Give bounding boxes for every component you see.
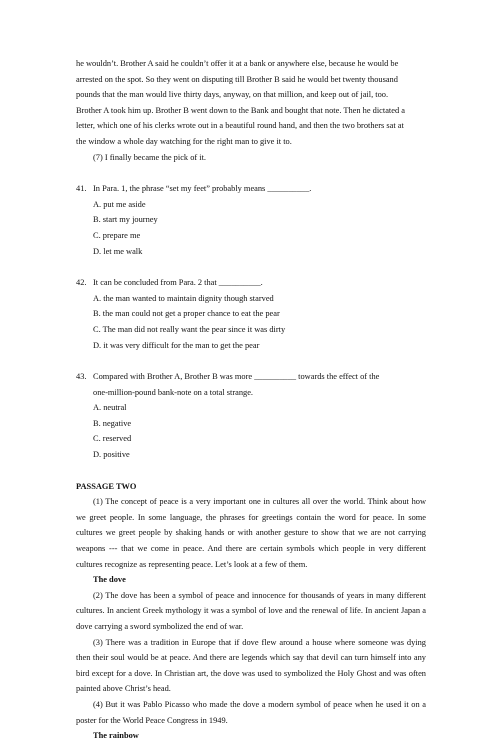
question-stem: Compared with Brother A, Brother B was more __________ towards the effect of the (93, 372, 380, 382)
paragraph-7: (7) I finally became the pick of it. (93, 152, 207, 162)
option-b: B. the man could not get a proper chance to eat the pear (93, 309, 280, 319)
option-c: C. reserved (93, 434, 132, 444)
option-b: B. negative (93, 418, 132, 428)
opening-line: pounds that the man would live thirty days, anyway, on that million, and keep out of jail, too. (76, 90, 389, 100)
question-42 (76, 275, 426, 353)
opening-paragraph (76, 56, 426, 150)
question-stem: In Para. 1, the phrase “set my feet” probably means __________. (93, 184, 312, 194)
opening-line: he wouldn’t. Brother A said he couldn’t offer it at a bank or anywhere else, because he would be (76, 59, 399, 68)
question-stem: It can be concluded from Para. 2 that __________. (93, 278, 263, 288)
option-a: A. neutral (93, 403, 127, 413)
passage-heading: PASSAGE TWO (76, 481, 137, 491)
question-43 (76, 369, 426, 463)
paragraph-3: (3) There was a tradition in Europe that if dove flew around a house where someone was dying then their soul would be at peace. And there are legends which say that devil can turn himself into any bird except for a dove. In Christian art, the dove was used to symbolized the Holy Ghost and was often painted above Christ’s head. (76, 637, 426, 694)
opening-line: Brother A took him up. Brother B went down to the Bank and bought that note. Then he dictated a (76, 105, 405, 115)
document-page (76, 56, 426, 744)
option-a: A. put me aside (93, 199, 146, 209)
question-stem-continued: one-million-pound bank-note on a total strange. (93, 387, 254, 397)
option-d: D. positive (93, 450, 130, 460)
question-number: 42. (76, 278, 87, 288)
question-41 (76, 181, 426, 259)
opening-line: the window a whole day watching for the right man to give it to. (76, 136, 292, 146)
option-c: C. The man did not really want the pear since it was dirty (93, 324, 286, 334)
option-d: D. it was very difficult for the man to get the pear (93, 340, 260, 350)
opening-line: letter, which one of his clerks wrote out in a beautiful round hand, and then the two brothers sat at (76, 121, 404, 131)
paragraph-2: (2) The dove has been a symbol of peace and innocence for thousands of years in many different cultures. In ancient Greek mythology it was a symbol of love and the renewal of life. In ancient Japan a dove carrying a sword symbolized the end of war. (76, 590, 426, 631)
question-number: 41. (76, 184, 87, 194)
option-d: D. let me walk (93, 246, 143, 256)
paragraph-1: (1) The concept of peace is a very important one in cultures all over the world. Think about how we greet people. In some language, the phrases for greetings contain the word for peace. In some cultures we greet people by shaking hands or with another gesture to show that we are not carrying weapons --- that we come in peace. And there are certain symbols which people in very different cultures recognize as representing peace. Let’s look at a few of them. (76, 497, 426, 569)
question-number: 43. (76, 372, 87, 382)
paragraph-4: (4) But it was Pablo Picasso who made the dove a modern symbol of peace when he used it on a poster for the World Peace Congress in 1949. (76, 699, 426, 725)
opening-line: arrested on the spot. So they went on disputing till Brother B said he would bet twenty thousand (76, 74, 398, 84)
option-c: C. prepare me (93, 230, 141, 240)
option-b: B. start my journey (93, 215, 158, 225)
option-a: A. the man wanted to maintain dignity though starved (93, 293, 274, 303)
section-heading-rainbow: The rainbow (93, 731, 139, 741)
section-heading-dove: The dove (93, 575, 126, 585)
